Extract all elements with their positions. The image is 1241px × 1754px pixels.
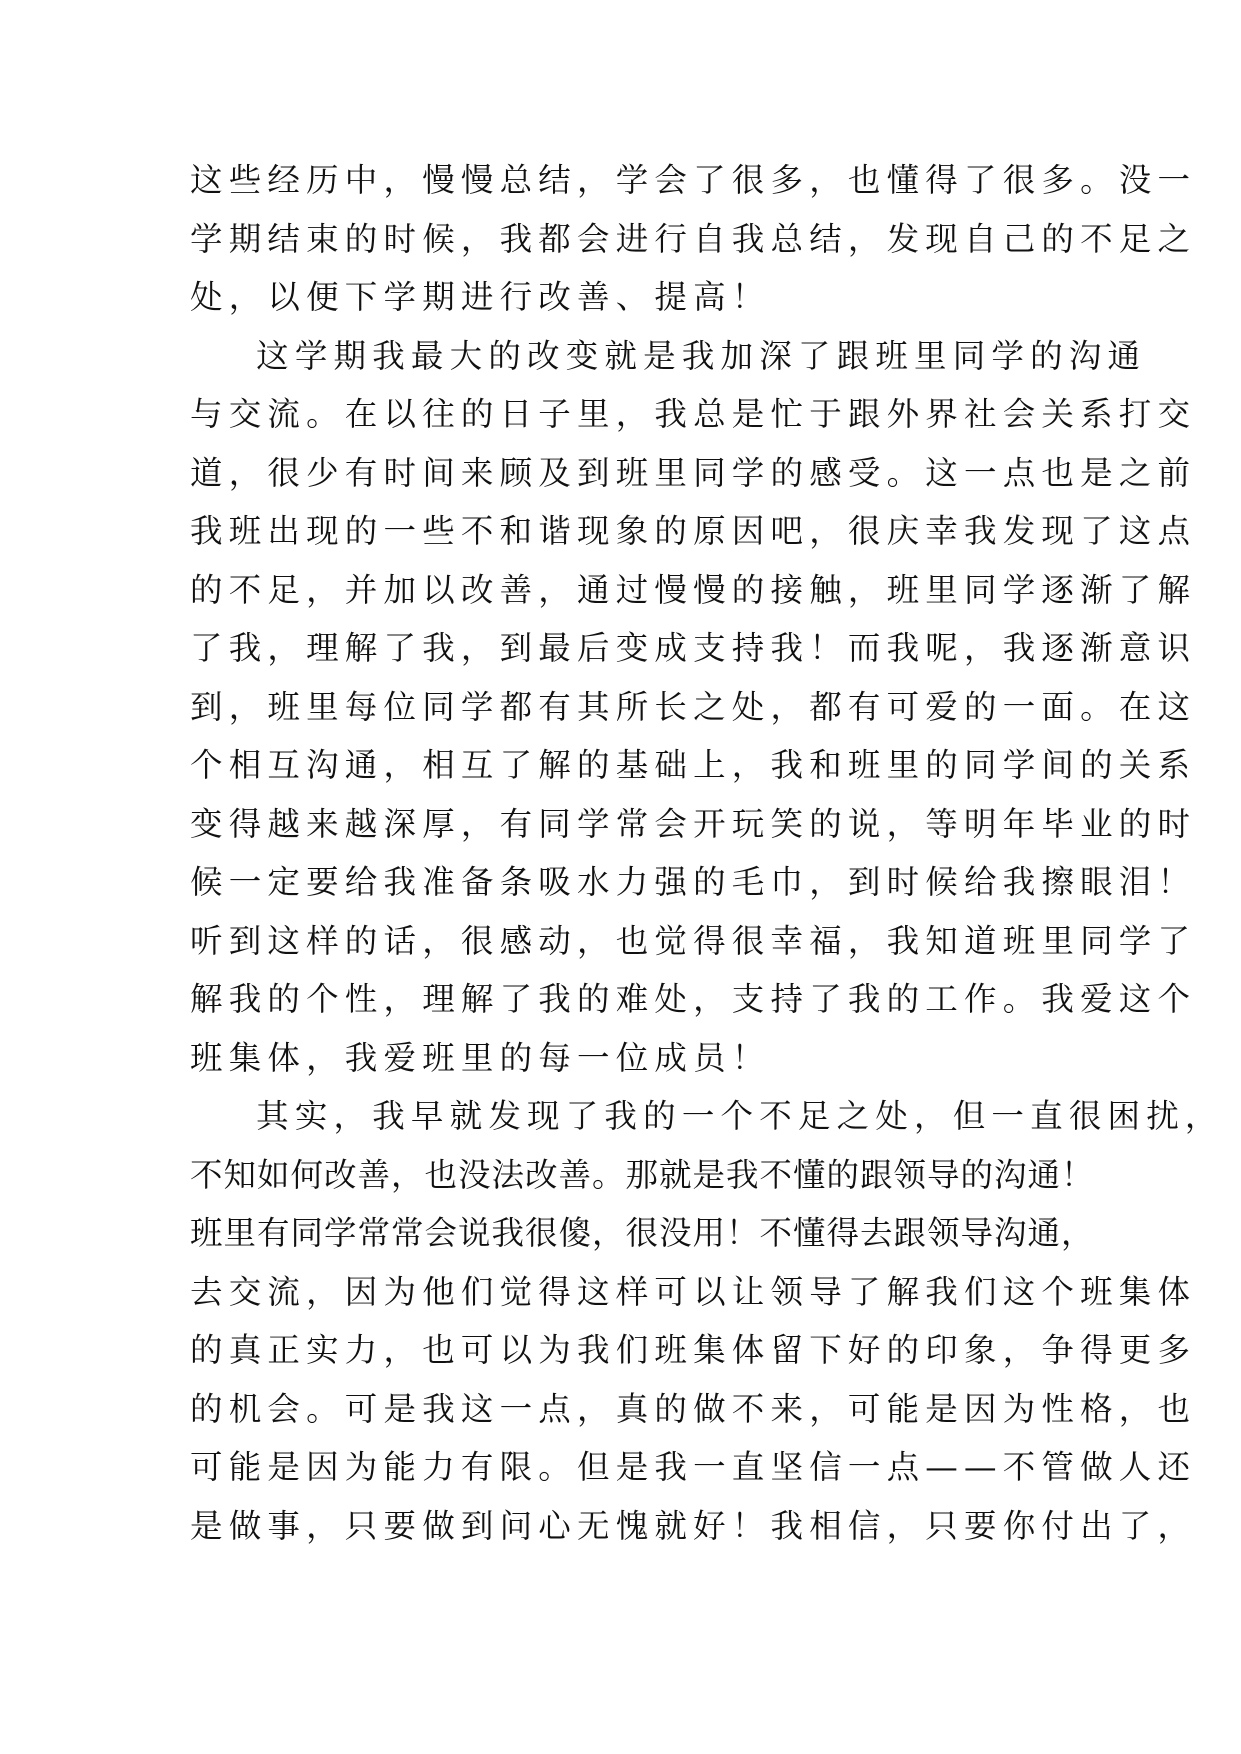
- text-line: 解我的个性，理解了我的难处，支持了我的工作。我爱这个: [190, 980, 1197, 1018]
- text-line: 我班出现的一些不和谐现象的原因吧，很庆幸我发现了这点: [190, 512, 1197, 550]
- document-body: [190, 160, 1224, 1564]
- text-line: 班集体，我爱班里的每一位成员！: [190, 1038, 771, 1077]
- text-line: 的机会。可是我这一点，真的做不来，可能是因为性格，也: [190, 1389, 1197, 1428]
- text-line: 变得越来越深厚，有同学常会开玩笑的说，等明年毕业的时: [190, 804, 1197, 843]
- text-line: 班里有同学常常会说我很傻，很没用！不懂得去跟领导沟通，: [190, 1214, 1095, 1252]
- paragraph-start-line: 其实，我早就发现了我的一个不足之处，但一直很困扰，: [190, 1097, 1224, 1135]
- text-line: 到，班里每位同学都有其所长之处，都有可爱的一面。在这: [190, 687, 1197, 726]
- text-line: 是做事，只要做到问心无愧就好！我相信，只要你付出了，: [190, 1506, 1197, 1545]
- text-line: 去交流，因为他们觉得这样可以让领导了解我们这个班集体: [190, 1272, 1197, 1311]
- text-line: 学期结束的时候，我都会进行自我总结，发现自己的不足之: [190, 219, 1197, 258]
- text-line: 处，以便下学期进行改善、提高！: [190, 278, 771, 316]
- text-line: 听到这样的话，很感动，也觉得很幸福，我知道班里同学了: [190, 921, 1197, 960]
- text-line: 不知如何改善，也没法改善。那就是我不懂的跟领导的沟通！: [190, 1155, 1095, 1194]
- text-line: 可能是因为能力有限。但是我一直坚信一点——不管做人还: [190, 1448, 1197, 1486]
- text-line: 的真正实力，也可以为我们班集体留下好的印象，争得更多: [190, 1331, 1197, 1369]
- text-line: 候一定要给我准备条吸水力强的毛巾，到时候给我擦眼泪！: [190, 863, 1197, 901]
- text-line: 了我，理解了我，到最后变成支持我！而我呢，我逐渐意识: [190, 629, 1197, 667]
- paragraph-start-line: 这学期我最大的改变就是我加深了跟班里同学的沟通: [190, 336, 1147, 375]
- text-line: 的不足，并加以改善，通过慢慢的接触，班里同学逐渐了解: [190, 570, 1197, 609]
- text-line: 道，很少有时间来顾及到班里同学的感受。这一点也是之前: [190, 453, 1197, 492]
- text-line: 这些经历中，慢慢总结，学会了很多，也懂得了很多。没一: [190, 161, 1197, 199]
- text-line: 与交流。在以往的日子里，我总是忙于跟外界社会关系打交: [190, 395, 1197, 433]
- text-line: 个相互沟通，相互了解的基础上，我和班里的同学间的关系: [190, 746, 1197, 784]
